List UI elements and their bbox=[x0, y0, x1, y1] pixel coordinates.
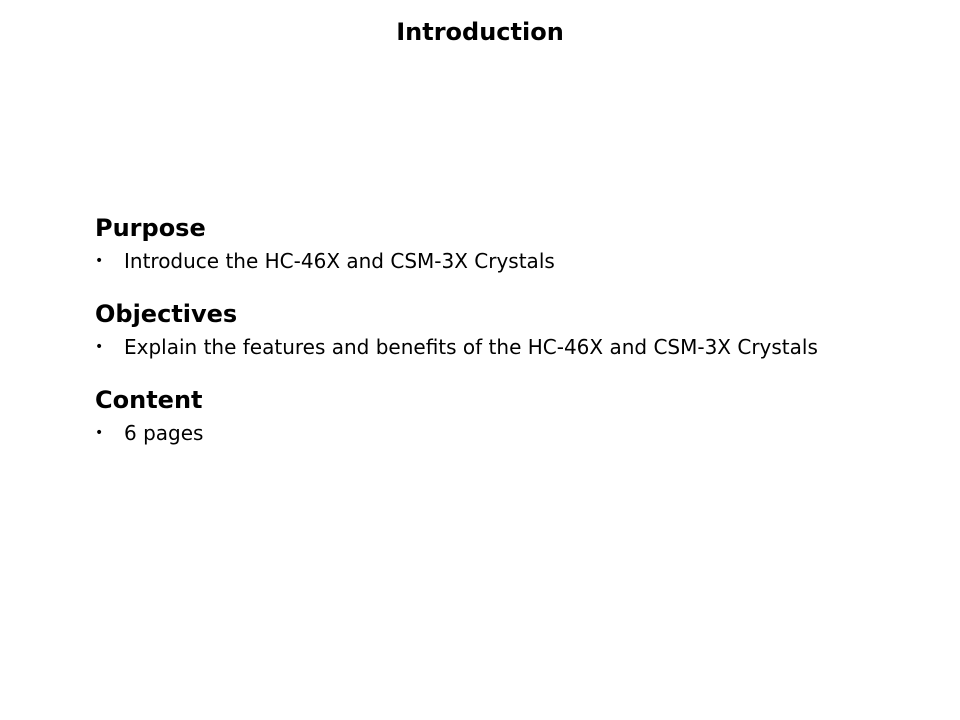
bullet-icon: • bbox=[95, 253, 104, 269]
section-heading: Purpose bbox=[95, 214, 206, 242]
list-item bbox=[95, 418, 863, 448]
bullet-icon: • bbox=[95, 339, 104, 355]
bullet-icon: • bbox=[95, 425, 104, 441]
list-item bbox=[95, 246, 863, 276]
section-content bbox=[95, 382, 875, 448]
bullet-text: 6 pages bbox=[124, 421, 204, 445]
bullet-list bbox=[95, 418, 875, 448]
section-heading: Objectives bbox=[95, 300, 238, 328]
slide-title: Introduction bbox=[396, 18, 564, 46]
section-purpose bbox=[95, 210, 875, 276]
slide-content bbox=[95, 210, 875, 448]
bullet-list bbox=[95, 332, 875, 362]
bullet-text: Explain the features and benefits of the HC-46X and CSM-3X Crystals bbox=[124, 335, 818, 359]
section-objectives bbox=[95, 296, 875, 362]
section-heading: Content bbox=[95, 386, 203, 414]
list-item bbox=[95, 332, 863, 362]
bullet-text: Introduce the HC-46X and CSM-3X Crystals bbox=[124, 249, 555, 273]
bullet-list bbox=[95, 246, 875, 276]
